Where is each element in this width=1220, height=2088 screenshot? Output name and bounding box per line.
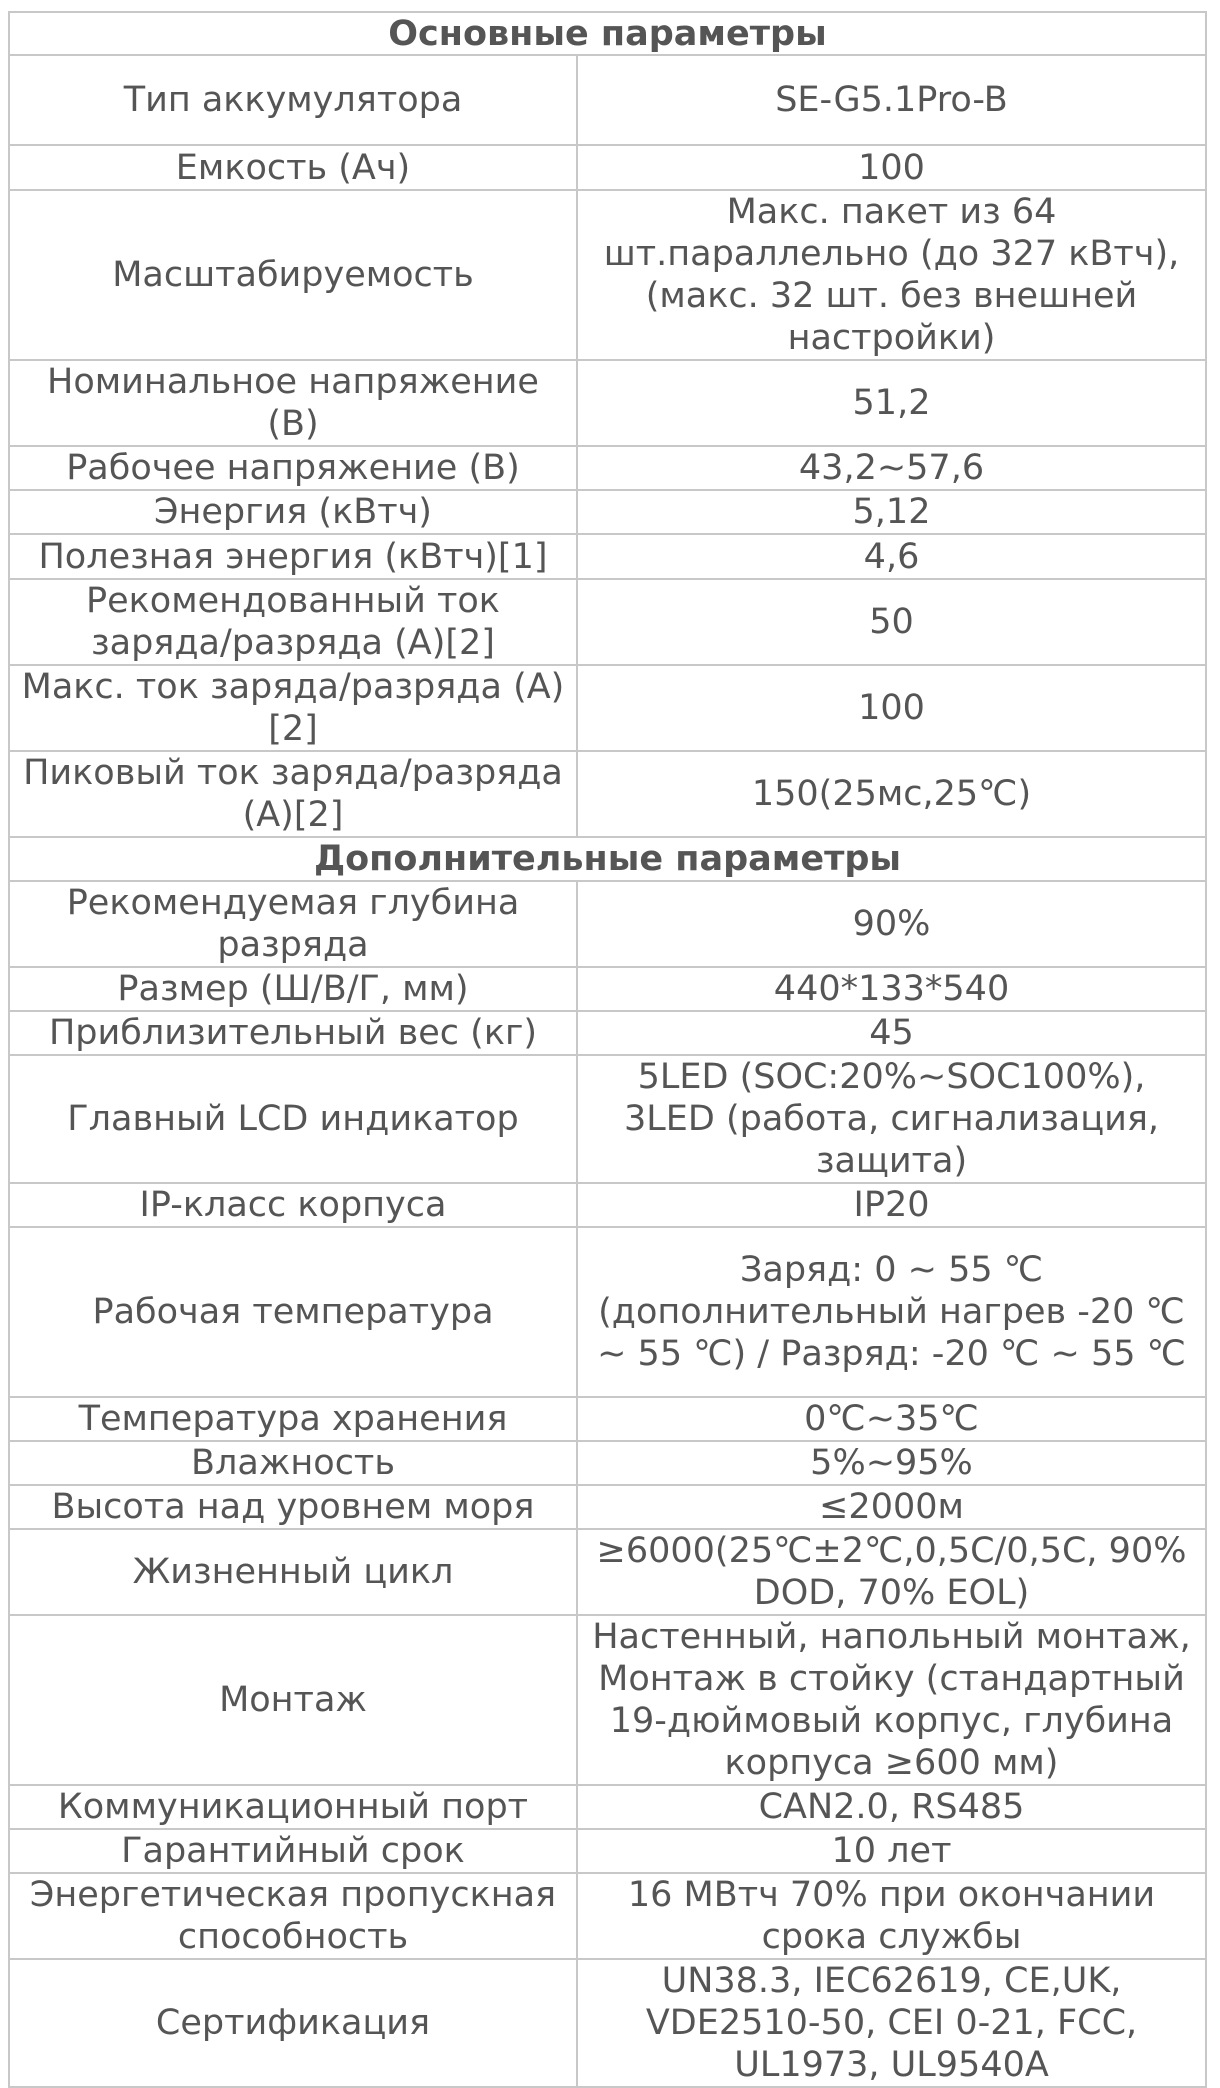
row-value: ≥6000(25℃±2℃,0,5C/0,5C, 90% DOD, 70% EOL) — [577, 1529, 1206, 1615]
table-row — [9, 1055, 1206, 1183]
row-label: Тип аккумулятора — [9, 55, 577, 145]
section-header-main — [9, 12, 1206, 55]
table-row — [9, 145, 1206, 190]
row-value: IP20 — [577, 1183, 1206, 1227]
row-label: Монтаж — [9, 1615, 577, 1785]
row-value: CAN2.0, RS485 — [577, 1785, 1206, 1829]
table-row — [9, 1441, 1206, 1485]
row-label: Коммуникационный порт — [9, 1785, 577, 1829]
row-value: 5%~95% — [577, 1441, 1206, 1485]
row-value: 150(25мс,25℃) — [577, 751, 1206, 837]
row-label: Сертификация — [9, 1959, 577, 2087]
row-value: 4,6 — [577, 534, 1206, 579]
row-label: Энергия (кВтч) — [9, 490, 577, 534]
row-label: Номинальное напряжение (В) — [9, 360, 577, 446]
row-label: Пиковый ток заряда/разряда (А)[2] — [9, 751, 577, 837]
table-row — [9, 190, 1206, 360]
row-value: ≤2000м — [577, 1485, 1206, 1529]
row-value: 440*133*540 — [577, 967, 1206, 1011]
table-row — [9, 967, 1206, 1011]
table-row — [9, 1183, 1206, 1227]
table-row — [9, 1529, 1206, 1615]
row-value: 0℃~35℃ — [577, 1397, 1206, 1441]
row-value: 5LED (SOC:20%~SOC100%), 3LED (работа, сигнализация, защита) — [577, 1055, 1206, 1183]
section-header-additional — [9, 837, 1206, 881]
row-value: Заряд: 0 ~ 55 ℃ (дополнительный нагрев -20 ℃ ~ 55 ℃) / Разряд: -20 ℃ ~ 55 ℃ — [577, 1227, 1206, 1397]
table-row — [9, 1011, 1206, 1055]
table-row — [9, 1959, 1206, 2087]
row-value: 43,2~57,6 — [577, 446, 1206, 490]
row-value: Макс. пакет из 64 шт.параллельно (до 327 кВтч), (макс. 32 шт. без внешней настройки) — [577, 190, 1206, 360]
row-label: Рекомендованный ток заряда/разряда (А)[2] — [9, 579, 577, 665]
row-label: Гарантийный срок — [9, 1829, 577, 1873]
table-row — [9, 881, 1206, 967]
row-label: Рабочее напряжение (В) — [9, 446, 577, 490]
section-title-additional: Дополнительные параметры — [9, 837, 1206, 881]
row-label: Энергетическая пропускная способность — [9, 1873, 577, 1959]
row-label: Главный LCD индикатор — [9, 1055, 577, 1183]
row-value: 51,2 — [577, 360, 1206, 446]
row-label: IP-класс корпуса — [9, 1183, 577, 1227]
row-label: Жизненный цикл — [9, 1529, 577, 1615]
row-value: 10 лет — [577, 1829, 1206, 1873]
table-row — [9, 1485, 1206, 1529]
row-value: UN38.3, IEC62619, CE,UK, VDE2510-50, CEI 0-21, FCC, UL1973, UL9540A — [577, 1959, 1206, 2087]
table-row — [9, 446, 1206, 490]
table-row — [9, 490, 1206, 534]
table-row — [9, 1873, 1206, 1959]
table-row — [9, 579, 1206, 665]
row-label: Размер (Ш/В/Г, мм) — [9, 967, 577, 1011]
row-label: Высота над уровнем моря — [9, 1485, 577, 1529]
row-label: Рекомендуемая глубина разряда — [9, 881, 577, 967]
table-row — [9, 1829, 1206, 1873]
section-title-main: Основные параметры — [9, 12, 1206, 55]
row-value: 45 — [577, 1011, 1206, 1055]
row-value: SE-G5.1Pro-B — [577, 55, 1206, 145]
row-value: 16 МВтч 70% при окончании срока службы — [577, 1873, 1206, 1959]
table-row — [9, 1785, 1206, 1829]
row-label: Температура хранения — [9, 1397, 577, 1441]
row-label: Макс. ток заряда/разряда (А)[2] — [9, 665, 577, 751]
row-label: Приблизительный вес (кг) — [9, 1011, 577, 1055]
row-label: Рабочая температура — [9, 1227, 577, 1397]
table-row — [9, 751, 1206, 837]
table-row — [9, 1615, 1206, 1785]
table-row — [9, 360, 1206, 446]
table-row — [9, 665, 1206, 751]
table-row — [9, 55, 1206, 145]
row-label: Емкость (Ач) — [9, 145, 577, 190]
row-label: Масштабируемость — [9, 190, 577, 360]
table-row — [9, 1397, 1206, 1441]
row-label: Влажность — [9, 1441, 577, 1485]
row-value: 5,12 — [577, 490, 1206, 534]
row-value: 90% — [577, 881, 1206, 967]
table-row — [9, 534, 1206, 579]
row-label: Полезная энергия (кВтч)[1] — [9, 534, 577, 579]
table-row — [9, 1227, 1206, 1397]
row-value: 50 — [577, 579, 1206, 665]
row-value: 100 — [577, 665, 1206, 751]
row-value: Настенный, напольный монтаж, Монтаж в стойку (стандартный 19-дюймовый корпус, глубина корпуса ≥600 мм) — [577, 1615, 1206, 1785]
battery-spec-table — [8, 11, 1207, 2088]
row-value: 100 — [577, 145, 1206, 190]
